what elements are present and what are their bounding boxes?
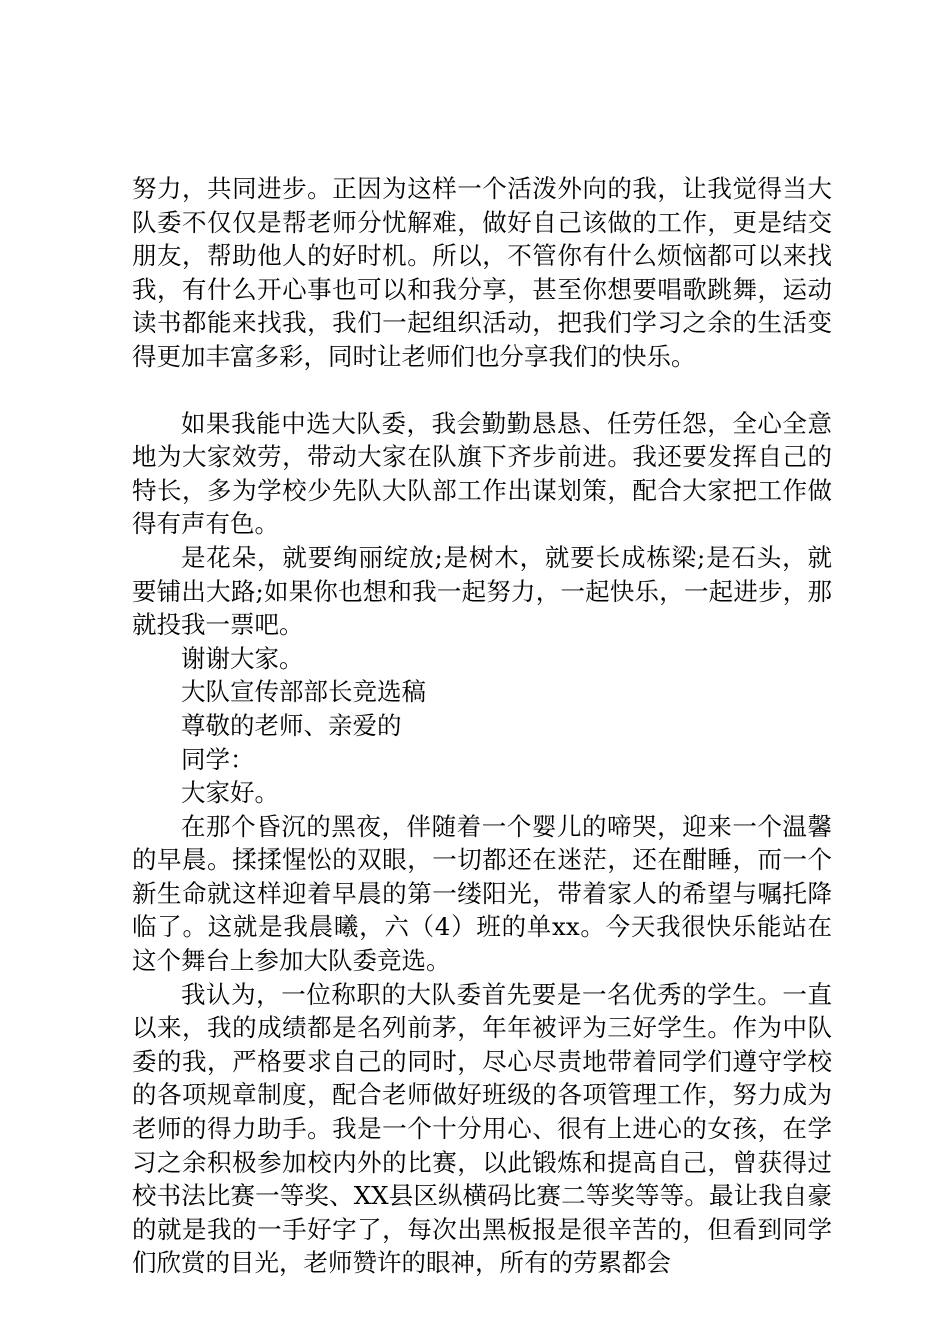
salutation-line-2: 同学：	[181, 744, 255, 774]
paragraph-introduction: 在那个昏沉的黑夜，伴随着一个婴儿的啼哭，迎来一个温馨的早晨。揉揉惺忪的双眼，一切都还在迷茫，还在酣睡，而一个新生命就这样迎着早晨的第一缕阳光，带着家人的希望与嘱托降临了。这就是我晨曦，六（4）班的单xx。今天我很快乐能站在这个舞台上参加大队委竞选。	[132, 811, 832, 976]
greeting: 大家好。	[181, 778, 279, 808]
document-page	[132, 172, 832, 1280]
salutation-line-1: 尊敬的老师、亲爱的	[181, 710, 402, 740]
paragraph-metaphor: 是花朵，就要绚丽绽放;是树木，就要长成栋梁;是石头，就要铺出大路;如果你也想和我一起努力，一起快乐，一起进步，那就投我一票吧。	[132, 542, 832, 640]
paragraph-thanks: 谢谢大家。	[181, 643, 304, 673]
paragraph-continuation: 努力，共同进步。正因为这样一个活泼外向的我，让我觉得当大队委不仅仅是帮老师分忧解难，做好自己该做的工作，更是结交朋友，帮助他人的好时机。所以，不管你有什么烦恼都可以来找我，有什么开心事也可以和我分享，甚至你想要唱歌跳舞，运动读书都能来找我，我们一起组织活动，把我们学习之余的生活变得更加丰富多彩，同时让老师们也分享我们的快乐。	[132, 174, 832, 371]
paragraph-qualifications: 我认为，一位称职的大队委首先要是一名优秀的学生。一直以来，我的成绩都是名列前茅，年年被评为三好学生。作为中队委的我，严格要求自己的同时，尽心尽责地带着同学们遵守学校的各项规章制度，配合老师做好班级的各项管理工作，努力成为老师的得力助手。我是一个十分用心、很有上进心的女孩，在学习之余积极参加校内外的比赛，以此锻炼和提高自己，曾获得过校书法比赛一等奖、XX县区纵横码比赛二等奖等等。最让我自豪的就是我的一手好字了，每次出黑板报是很辛苦的，但看到同学们欣赏的目光，老师赞许的眼神，所有的劳累都会	[132, 979, 832, 1278]
paragraph-promise: 如果我能中选大队委，我会勤勤恳恳、任劳任怨，全心全意地为大家效劳，带动大家在队旗下齐步前进。我还要发挥自己的特长，多为学校少先队大队部工作出谋划策，配合大家把工作做得有声有色。	[132, 408, 832, 539]
section-title: 大队宣传部部长竞选稿	[181, 677, 426, 707]
